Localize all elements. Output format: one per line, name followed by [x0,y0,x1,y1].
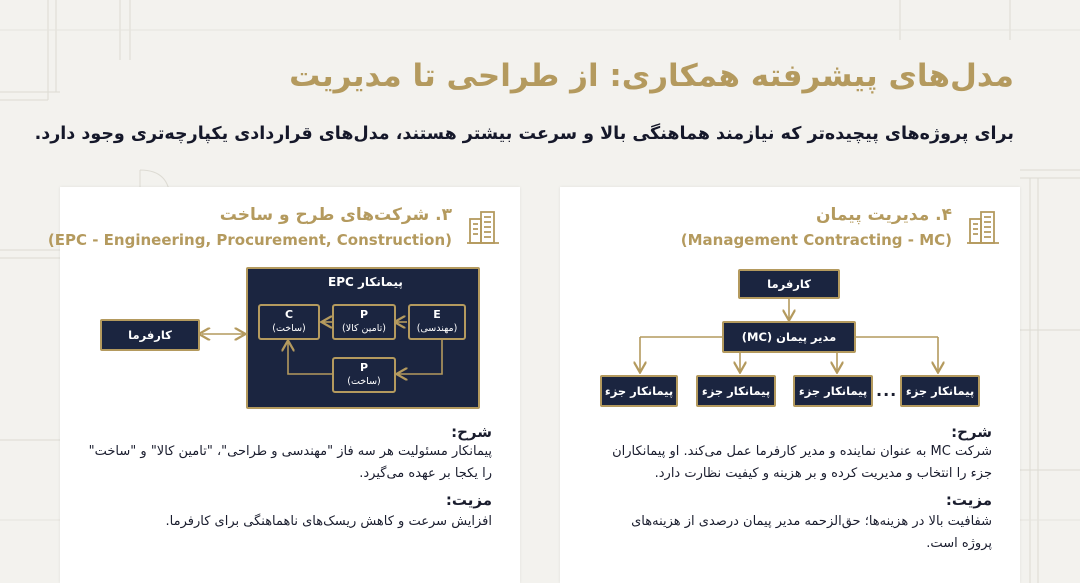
epc-desc-line-2: را یکجا بر عهده می‌گیرد. [359,466,492,481]
epc-p2-box [332,357,396,393]
mc-adv-line-1: شفافیت بالا در هزینه‌ها؛ حق‌الزحمه مدیر پیمان درصدی از هزینه‌های [631,514,992,529]
mc-title: ۴. مدیریت پیمان [816,205,952,225]
epc-card [47,187,520,583]
mc-desc-heading: شرح: [951,423,992,441]
page-subtitle: برای پروژه‌های پیچیده‌تر که نیازمند هماهنگی بالا و سرعت بیشتر هستند، مدل‌های قراردادی یکپارچه‌تری وجود دارد. [34,124,1014,144]
mc-manager-box [722,321,856,353]
mc-sub-label: پیمانکار جزء [798,384,868,398]
mc-sub-box [900,375,980,407]
epc-p2-desc: (ساخت) [347,376,381,387]
mc-adv-heading: مزیت: [945,491,992,509]
epc-p1-box [332,304,396,340]
epc-e-letter: E [433,308,441,321]
page-title: مدل‌های پیشرفته همکاری: از طراحی تا مدیریت [289,58,1014,94]
epc-c-box [258,304,320,340]
epc-desc-heading: شرح: [451,423,492,441]
epc-e-desc: (مهندسی) [416,323,458,334]
epc-subtitle: (EPC - Engineering, Procurement, Construction) [47,231,452,249]
epc-e-box [408,304,466,340]
mc-manager-label: مدیر پیمان (MC) [741,330,837,344]
epc-p1-desc: (تامین کالا) [342,323,386,334]
mc-sub-box [793,375,873,407]
mc-desc-line-2: جزء را انتخاب و مدیریت کرده و بر هزینه و کیفیت نظارت دارد. [654,466,992,481]
epc-client-label: کارفرما [128,328,172,342]
mc-more-dots: ... [876,381,898,400]
epc-adv-line-1: افزایش سرعت و کاهش ریسک‌های ناهماهنگی برای کارفرما. [165,514,492,529]
epc-c-letter: C [284,308,294,321]
mc-sub-box [600,375,678,407]
mc-sub-label: پیمانکار جزء [701,384,771,398]
epc-contractor-label: پیمانکار EPC [328,275,403,289]
epc-c-desc: (ساخت) [272,323,306,334]
epc-desc-line-1: پیمانکار مسئولیت هر سه فاز "مهندسی و طراحی"، "تامین کالا" و "ساخت" [88,444,492,459]
mc-sub-label: پیمانکار جزء [905,384,975,398]
mc-desc-line-1: شرکت MC به عنوان نماینده و مدیر کارفرما عمل می‌کند. او پیمانکاران [612,444,992,459]
mc-card [560,187,1020,583]
mc-sub-label: پیمانکار جزء [604,384,674,398]
epc-p1-letter: P [359,308,369,321]
mc-sub-box [696,375,776,407]
mc-client-label: کارفرما [767,277,811,291]
mc-adv-line-2: پروژه است. [926,536,992,551]
epc-title: ۳. شرکت‌های طرح و ساخت [219,205,452,225]
mc-subtitle: (Management Contracting - MC) [680,231,952,249]
epc-p2-letter: P [359,361,369,374]
mc-client-box [738,269,840,299]
epc-adv-heading: مزیت: [445,491,492,509]
